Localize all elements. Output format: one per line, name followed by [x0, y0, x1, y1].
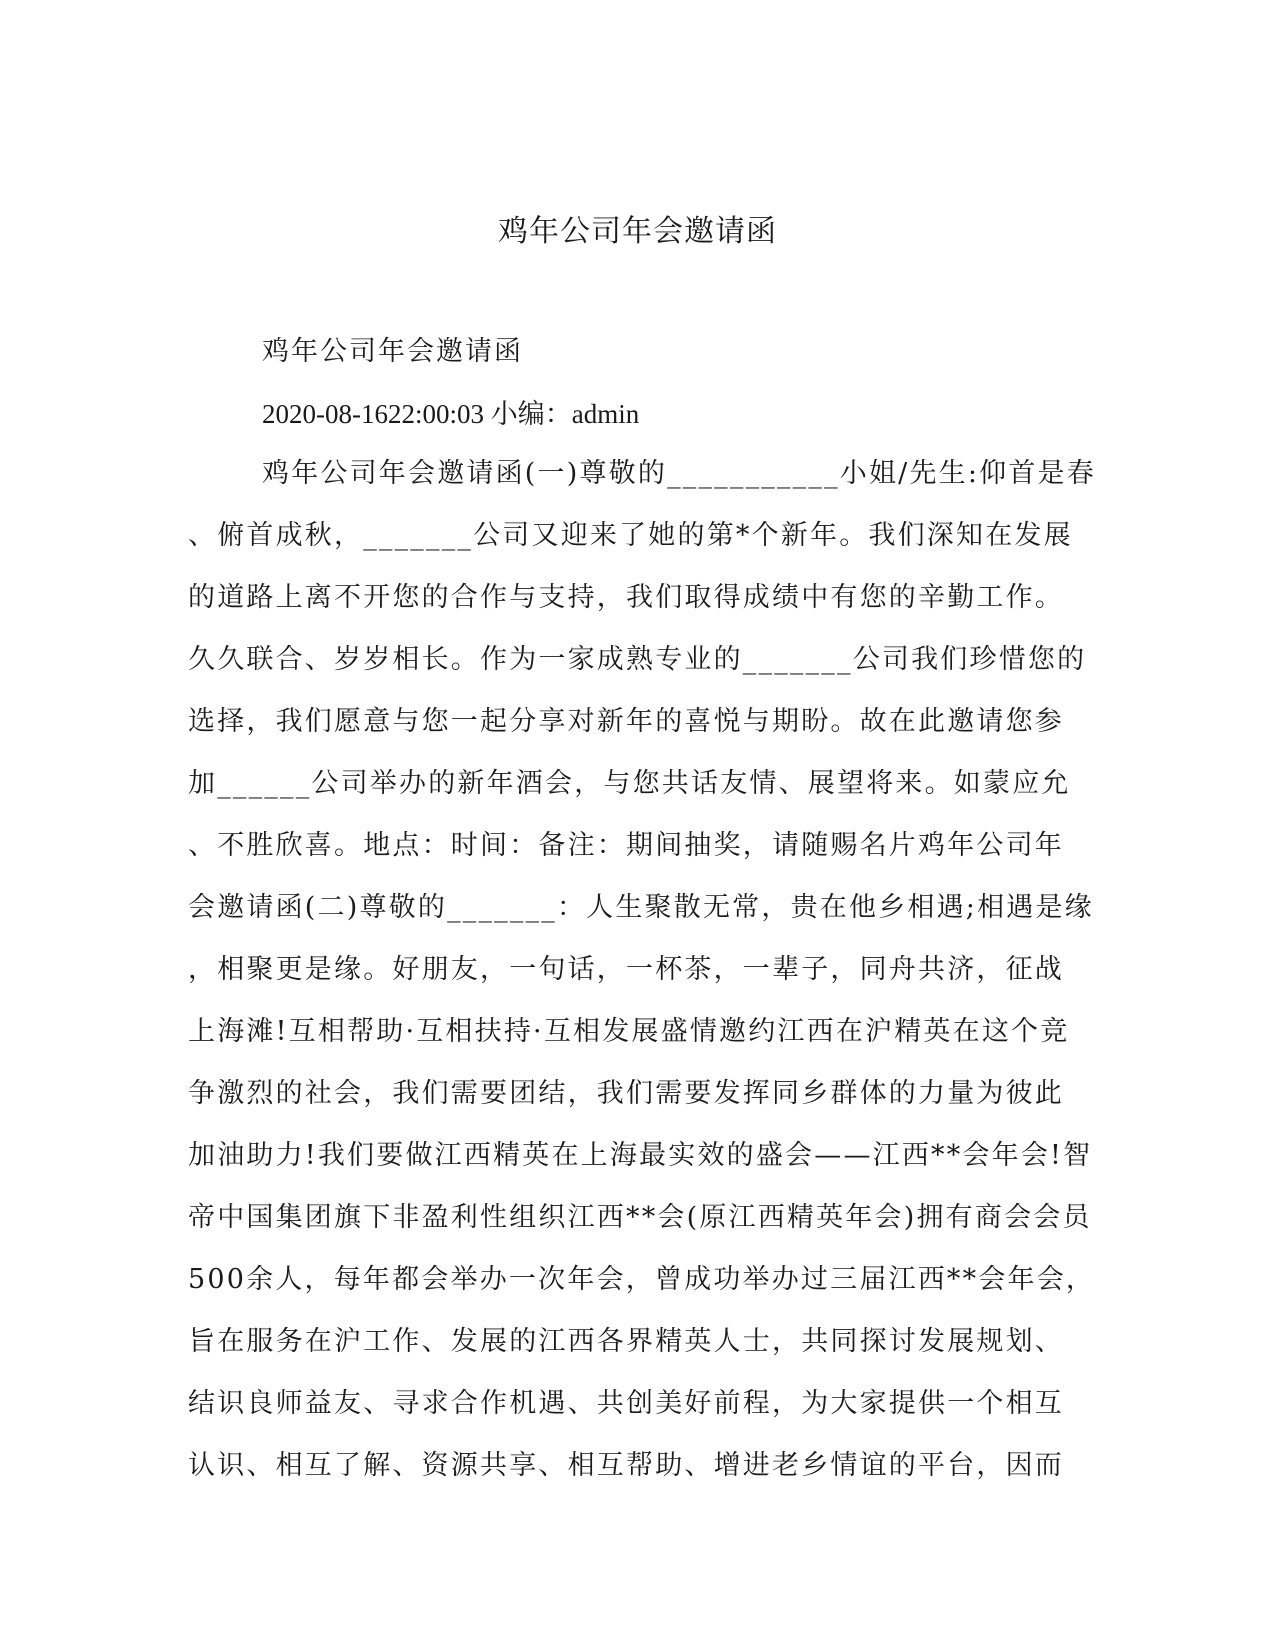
body-line: 加油助力!我们要做江西精英在上海最实效的盛会——江西**会年会!智 — [188, 1140, 1093, 1171]
document-meta: 2020-08-1622:00:03 小编：admin — [262, 399, 640, 429]
body-line: 、俯首成秋，_______公司又迎来了她的第*个新年。我们深知在发展 — [188, 520, 1073, 551]
body-line: 争激烈的社会，我们需要团结，我们需要发挥同乡群体的力量为彼此 — [188, 1078, 1064, 1109]
body-line: 选择，我们愿意与您一起分享对新年的喜悦与期盼。故在此邀请您参 — [188, 706, 1064, 737]
body-line: 会邀请函(二)尊敬的_______：人生聚散无常，贵在他乡相遇;相遇是缘 — [188, 892, 1094, 923]
body-line: 上海滩!互相帮助·互相扶持·互相发展盛情邀约江西在沪精英在这个竞 — [188, 1016, 1070, 1047]
body-line: ，相聚更是缘。好朋友，一句话，一杯茶，一辈子，同舟共济，征战 — [188, 954, 1064, 985]
body-line: 认识、相互了解、资源共享、相互帮助、增进老乡情谊的平台，因而 — [188, 1450, 1064, 1481]
body-line: 鸡年公司年会邀请函(一)尊敬的___________小姐/先生:仰首是春 — [262, 458, 1096, 489]
body-line: 、不胜欣喜。地点：时间：备注：期间抽奖，请随赐名片鸡年公司年 — [188, 830, 1064, 861]
body-line: 结识良师益友、寻求合作机遇、共创美好前程，为大家提供一个相互 — [188, 1388, 1064, 1419]
document-title: 鸡年公司年会邀请函 — [498, 214, 777, 249]
body-line: 加______公司举办的新年酒会，与您共话友情、展望将来。如蒙应允 — [188, 768, 1071, 799]
body-line: 的道路上离不开您的合作与支持，我们取得成绩中有您的辛勤工作。 — [188, 582, 1064, 613]
document-body — [188, 456, 1096, 1510]
document-subtitle: 鸡年公司年会邀请函 — [262, 336, 523, 367]
body-line: 旨在服务在沪工作、发展的江西各界精英人士，共同探讨发展规划、 — [188, 1326, 1064, 1357]
body-line: 500余人，每年都会举办一次年会，曾成功举办过三届江西**会年会， — [188, 1264, 1096, 1295]
body-line: 帝中国集团旗下非盈利性组织江西**会(原江西精英年会)拥有商会会员 — [188, 1202, 1092, 1233]
body-line: 久久联合、岁岁相长。作为一家成熟专业的_______公司我们珍惜您的 — [188, 644, 1087, 675]
